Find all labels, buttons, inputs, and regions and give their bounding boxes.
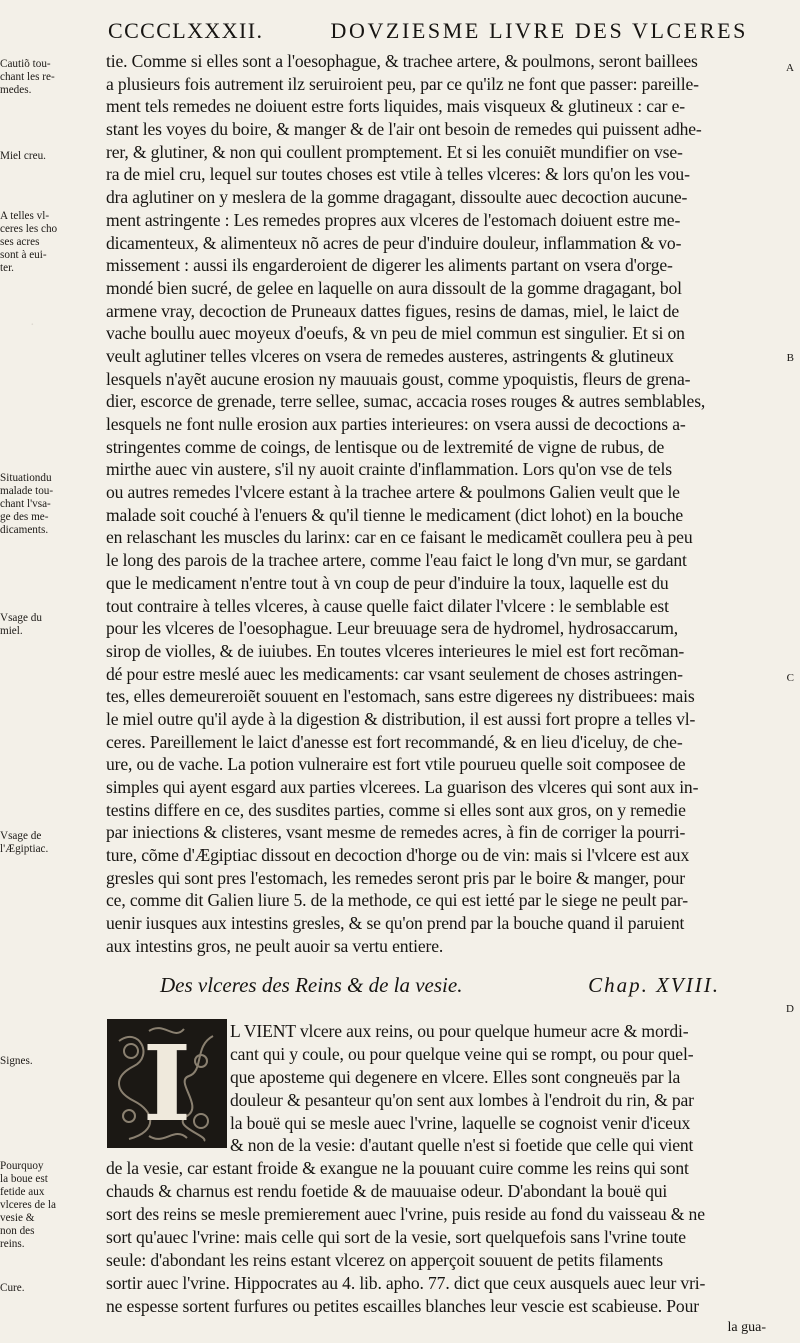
text-line: stringentes comme de coings, de lentisque ou de lextremité de vigne de rubus, de [106,436,665,457]
text-line: uenir iusques aux intestins gresles, & se qu'on prend par la bouche quand il paruient [106,913,685,934]
right-mark-d: D [786,1003,794,1015]
chapter-heading [160,973,720,998]
folio-number: CCCCLXXXII. [108,18,264,43]
text-line: par iniections & clisteres, vsant mesme de remedes acres, à fin de corriger la pourri- [106,822,686,843]
text-line: seule: d'abondant les reins estant vlcerez on apperçoit souuent de petits filaments [106,1249,663,1270]
text-line: que le medicament n'entre tout à vn coup de peur d'induire la toux, laquelle est du [106,572,669,593]
text-line: gresles qui sont pres l'estomach, les remedes seront pris par le boire & manger, pour [106,867,685,888]
text-line: en relaschant les muscles du larinx: car en ce faisant le medicamẽt coullera peu à peu [106,527,693,548]
text-line: stant les voyes du boire, & manger & de l'air ont besoin de remedes qui puissent adhe- [106,119,702,140]
text-line: cant qui y coule, ou pour quelque veine qui se rompt, ou pour quel- [230,1043,694,1064]
right-mark-a: A [786,62,794,74]
text-line: douleur & pesanteur qu'on sent aux lombes à l'endroit du rin, & par [230,1089,694,1110]
text-line: missement : aussi ils engarderoient de digerer les aliments partant on vsera d'orge- [106,255,673,276]
main-text-block [106,50,766,958]
text-line: lesquels n'ayẽt aucune erosion ny mauuais goust, comme ypoquistis, fleurs de grena- [106,368,691,389]
margin-note-caution: Cautiõ tou- chant les re- medes. [0,58,55,96]
text-line: rer, & glutiner, & non qui coullent promptement. Et si les conuiẽt mundifier on vse- [106,141,683,162]
margin-note-cure: Cure. [0,1282,25,1294]
text-line: mondé bien sucré, de gelee en laquelle on aura dissoult de la gomme dragagant, bol [106,277,682,298]
text-line: ce, comme dit Galien liure 5. de la methode, ce qui est ietté par le siege ne peult par- [106,890,688,911]
text-line: la bouë qui se mesle auec l'vrine, laquelle se cognoist venir d'iceux [230,1112,691,1133]
chapter-title: Des vlceres des Reins & de la vesie. [160,973,463,997]
text-line: ure, ou de vache. La potion vulneraire est fort vtile pourueu quelle soit composee de [106,754,686,775]
text-line: tes, elles demeureroiẽt souuent en l'estomach, sans estre digerees ny distribuees: mais [106,686,695,707]
text-line: armene vray, decoction de Pruneaux dattes figues, resins de damas, miel, le laict de [106,300,679,321]
chapter-text-block [106,1020,766,1318]
text-line: & non de la vesie: d'autant quelle n'est si foetide que celle qui vient [230,1135,694,1156]
text-line: a plusieurs fois autrement ilz seruiroient peu, par ce qu'ilz ne font que passer: pareille- [106,73,699,94]
text-line: dra aglutiner on y meslera de la gomme dragagant, dissoulte auec decoction aucune- [106,187,688,208]
text-line: veult aglutiner telles vlceres on vsera de remedes austeres, astringents & glutineux [106,345,674,366]
text-line: L VIENT vlcere aux reins, ou pour quelque humeur acre & mordi- [230,1021,689,1041]
text-line: ne espesse sortent furfures ou petites escailles blanches leur vescie est scabieuse. Pour [106,1295,699,1316]
text-line: chauds & charnus est rendu foetide & de mauuaise odeur. D'abondant la bouë qui [106,1181,668,1202]
text-line: ment astringente : Les remedes propres aux vlceres de l'estomach doiuent estre me- [106,209,681,230]
text-line: pour les vlceres de l'oesophague. Leur breuuage sera de hydromel, hydrosaccarum, [106,618,679,639]
text-line: testins differe en ce, des susdites parties, comme si elles sont aux gros, on y remedie [106,799,686,820]
text-line: simples qui ayent esgard aux parties vlcerees. La guarison des vlceres qui sont aux in- [106,777,699,797]
text-line: dé pour estre meslé auec les medicaments: car vsant seulement de choses astringen- [106,663,683,684]
text-line: sirop de violles, & de iuiubes. En toutes vlceres interieures le miel est fort recõman- [106,640,685,661]
text-line: de la vesie, car estant froide & exangue ne la pouuant cuire comme les reins qui sont [106,1158,689,1179]
text-line: ment tels remedes ne doiuent estre forts liquides, mais visqueux & glutineux : car e- [106,96,685,117]
text-line: ou autres remedes l'vlcere estant à la trachee artere & poulmons Galien veult que le [106,482,680,503]
text-line: dicamenteux, & alimenteux nõ acres de peur d'induire douleur, inflammation & vo- [106,232,682,253]
margin-note-pourquoy: Pourquoy la boue est fetide aux vlceres de la vesie & non des reins. [0,1160,56,1250]
text-line: tie. Comme si elles sont a l'oesophague, & trachee artere, & poulmons, seront baillees [106,51,698,71]
margin-note-signes: Signes. [0,1055,33,1067]
running-head [108,18,748,44]
margin-note-choses-acres: A telles vl- ceres les cho ses acres sont à eui- ter. [0,210,58,274]
chapter-number: Chap. XVIII. [588,973,720,997]
text-line: ture, cõme d'Ægiptiac dissout en decoction d'horge ou de vin: mais si l'vlcere est aux [106,845,690,866]
catchword: la gua- [727,1320,766,1335]
text-line: tout contraire à telles vlceres, à cause quelle faict dilater l'vlcere : le semblable est [106,595,669,616]
margin-note-vsage-miel: Vsage du miel. [0,612,42,637]
text-line: malade soit couché à l'enuers & qu'il tienne le medicament (dict lohot) en la bouche [106,504,684,525]
margin-note-situation-malade: Situationdu malade tou- chant l'vsa- ge des me- dicaments. [0,472,54,536]
text-line: sortir auec l'vrine. Hippocrates au 4. lib. apho. 77. dict que ceux ausquels auec leur vri- [106,1272,706,1293]
book-title: DOVZIESME LIVRE DES VLCERES [330,18,748,43]
text-line: sort des reins se mesle premierement auec l'vrine, puis reside au fond du vaisseau & ne [106,1204,705,1225]
text-line: le long des parois de la trachee artere, comme l'eau faict le long d'vn mur, se gardant [106,550,687,571]
text-line: sort qu'auec l'vrine: mais celle qui sort de la vesie, sort quelquefois sans l'vrine toute [106,1227,686,1248]
text-line: aux intestins gros, ne peult auoir sa vertu entiere. [106,935,444,956]
right-mark-b: B [786,352,794,364]
right-mark-c: C [786,672,794,684]
show-through-mark: · [30,318,35,333]
margin-note-aegiptiac: Vsage de l'Ægiptiac. [0,830,49,855]
margin-note-miel-creu: Miel creu. [0,150,46,162]
text-line: mirthe auec vin austere, s'il ny auoit crainte d'inflammation. Lors qu'on vse de tels [106,459,672,480]
text-line: le miel outre qu'il ayde à la digestion & distribution, il est aussi fort propre a telles vl- [106,708,696,729]
text-line: lesquels ne font nulle erosion aux parties interieures: on vsera aussi de decoctions a- [106,414,686,434]
text-line: ra de miel cru, lequel sur toutes choses est vtile à telles vlceres: & lors qu'on les vou- [106,164,690,185]
initial-letter: I [142,1021,192,1145]
text-line: vache boullu auec moyeux d'oeufs, & vn peu de miel commun est singulier. Et si on [106,323,685,344]
text-line: dier, escorce de grenade, terre sellee, sumac, accacia roses rouges & autres semblables, [106,391,706,412]
text-line: que aposteme qui degenere en vlcere. Elles sont congneuës par la [230,1066,681,1087]
text-line: ceres. Pareillement le laict d'anesse est fort recommandé, & en lieu d'iceluy, de che- [106,731,683,752]
